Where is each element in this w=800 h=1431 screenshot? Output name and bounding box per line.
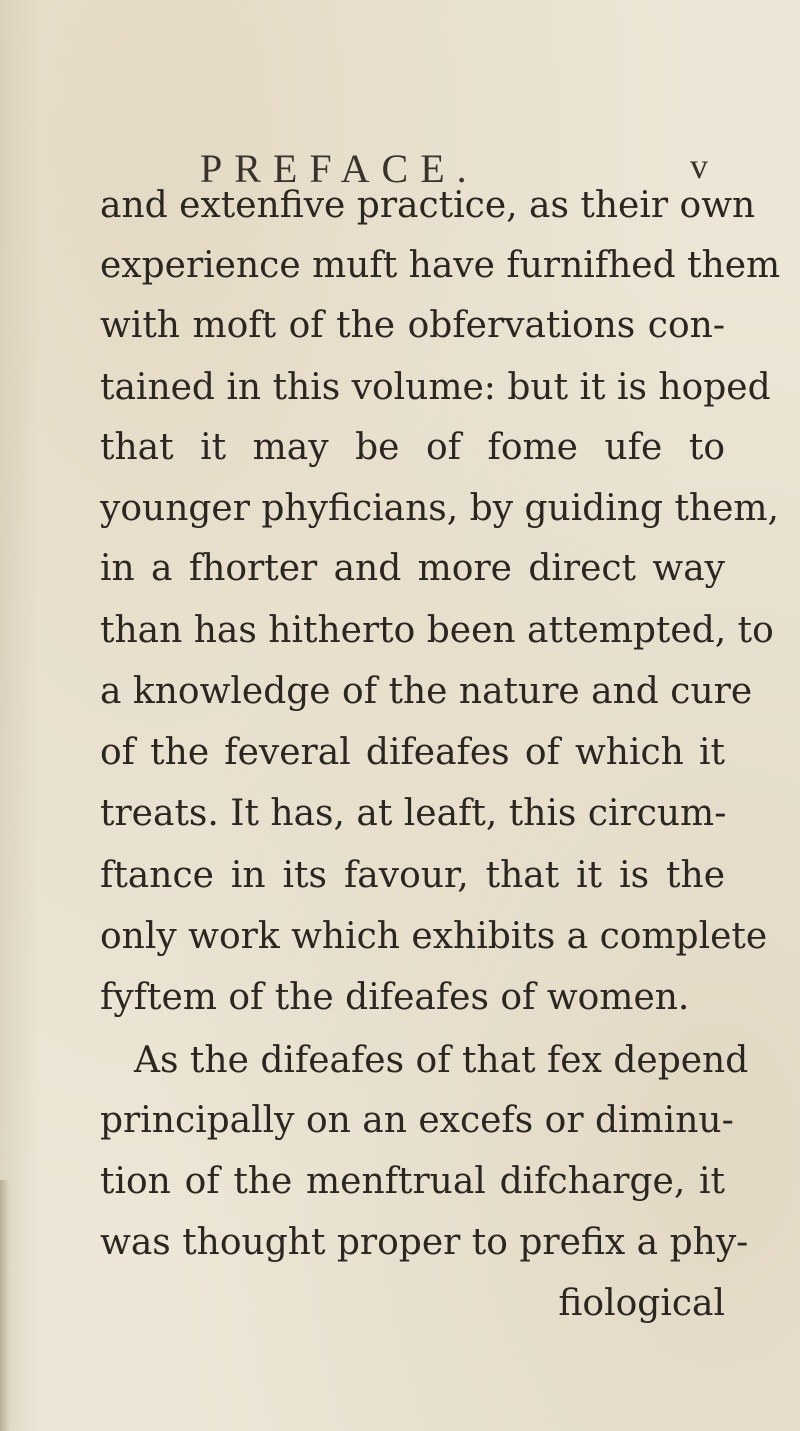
text-line: younger phyficians, by guiding them, [100,488,779,529]
text-line: ftance in its favour, that it is the [100,855,725,896]
text-line: of the feveral difeafes of which it [100,732,725,773]
paragraph-first-line: As the difeafes of that fex depend [134,1040,749,1081]
page-edge-shadow [0,1180,10,1431]
page-number: v [690,146,708,186]
text-line: fyftem of the difeafes of women. [100,977,690,1018]
text-line: in a fhorter and more direct way [100,548,725,589]
running-head-title: PREFACE. [200,146,479,191]
text-line: and extenfive practice, as their own [100,185,756,226]
text-line: tained in this volume: but it is hoped [100,367,771,408]
text-line: than has hitherto been attempted, to [100,610,774,651]
text-line: tion of the menftrual difcharge, it [100,1161,725,1202]
text-line: that it may be of fome ufe to [100,427,725,468]
text-line: experience muft have furnifhed them [100,245,781,286]
text-line: was thought proper to prefix a phy- [100,1222,749,1263]
text-line: principally on an excefs or diminu- [100,1100,734,1141]
text-line: only work which exhibits a complete [100,916,768,957]
text-line: with moft of the obfervations con- [100,305,725,346]
text-line: treats. It has, at leaft, this circum- [100,793,727,834]
catchword: fiological [558,1283,725,1324]
text-line: a knowledge of the nature and cure [100,671,753,712]
